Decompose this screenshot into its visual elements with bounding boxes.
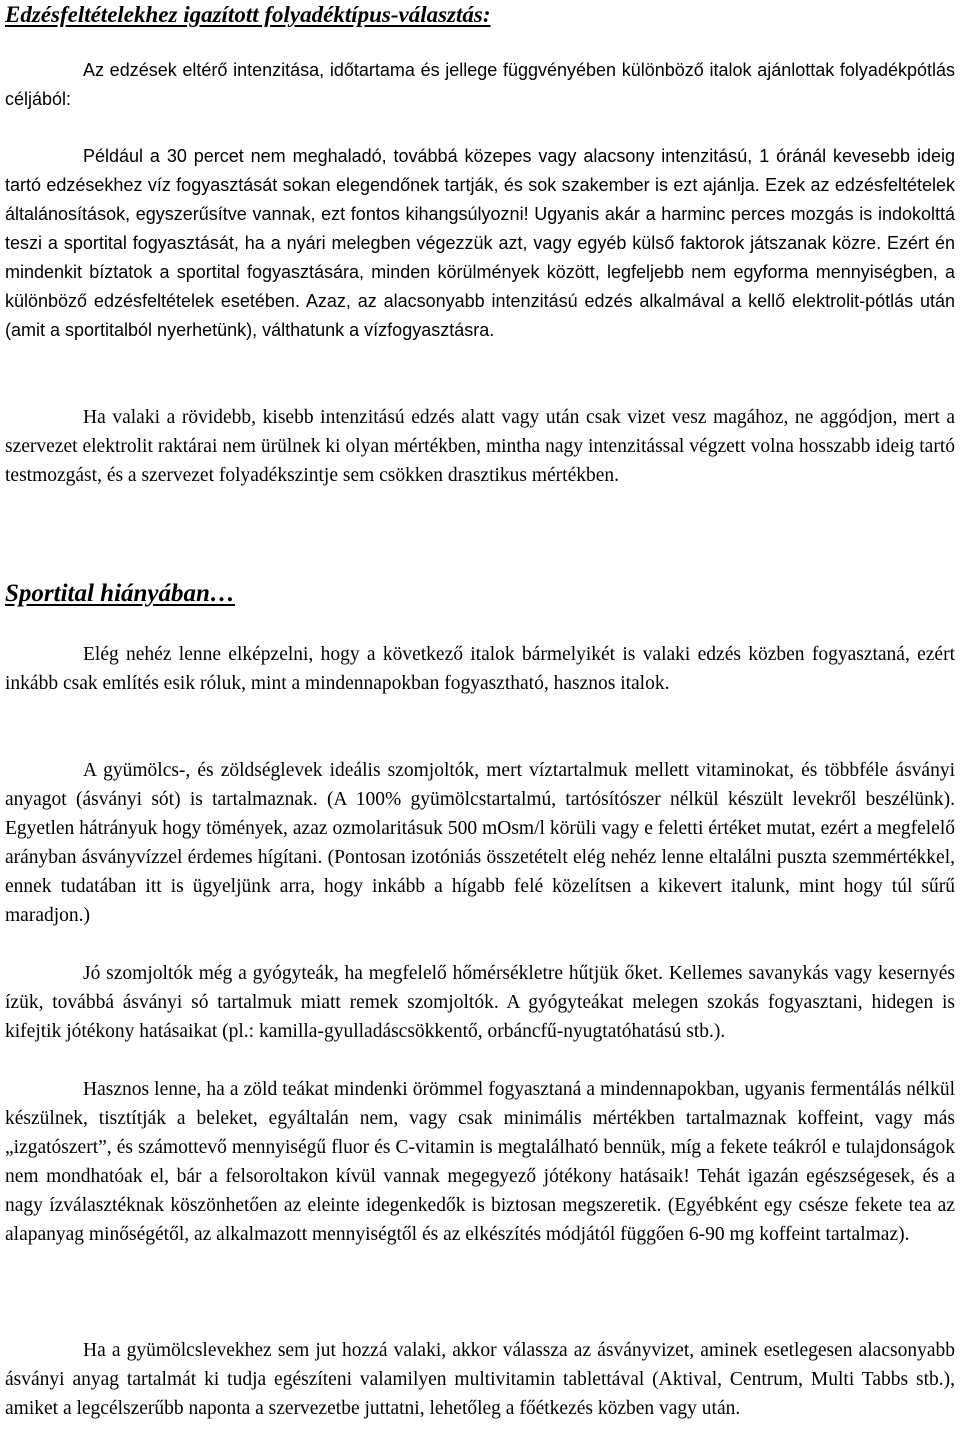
section-heading-fluid-choice: Edzésfeltételekhez igazított folyadéktípus-választás:	[5, 2, 491, 27]
paragraph-herbal-teas: Jó szomjoltók még a gyógyteák, ha megfelelő hőmérsékletre hűtjük őket. Kellemes savanykás vagy kesernyés ízük, továbbá ásványi só tartalmuk miatt remek szomjoltók. A gyógyteákat melegen szokás fogyasztani, hidegen is kifejtik jótékony hatásaikat (pl.: kamilla-gyulladáscsökkentő, orbáncfű-nyugtatóhatású stb.).	[5, 963, 955, 1042]
paragraph-juices: A gyümölcs-, és zöldséglevek ideális szomjoltók, mert víztartalmuk mellett vitaminokat, és többféle ásványi anyagot (ásványi sót) is tartalmaznak. (A 100% gyümölcstartalmú, tartósítószer nélkül készült levekről beszélünk). Egyetlen hátrányuk hogy tömények, azaz ozmolaritásuk 500 mOsm/l körüli vagy e feletti értéket mutat, ezért a megfelelő arányban ásványvízzel érdemes hígítani. (Pontosan izotóniás összetételt elég nehéz lenne eltalálni puszta szemmértékkel, ennek tudatában itt is ügyeljünk arra, hogy inkább a hígabb felé közelítsen a kikevert italunk, mint hogy túl sűrű maradjon.)	[5, 760, 955, 926]
paragraph-mineral-water: Ha a gyümölcslevekhez sem jut hozzá valaki, akkor válassza az ásványvizet, aminek esetlegesen alacsonyabb ásványi anyag tartalmát ki tudja egészíteni valamilyen multivitamin tablettával (Aktival, Centrum, Multi Tabbs stb.), amiket a legcélszerűbb naponta a szervezetbe juttatni, lehetőleg a főétkezés közben vagy után.	[5, 1340, 955, 1419]
paragraph-everyday-drinks: Elég nehéz lenne elképzelni, hogy a következő italok bármelyikét is valaki edzés közben fogyasztaná, ezért inkább csak említés esik róluk, mint a mindennapokban fogyasztható, hasznos italok.	[5, 644, 955, 694]
paragraph-intro: Az edzések eltérő intenzitása, időtartama és jellege függvényében különböző italok ajánlottak folyadékpótlás céljából:	[5, 60, 955, 109]
paragraph-green-teas: Hasznos lenne, ha a zöld teákat mindenki örömmel fogyasztaná a mindennapokban, ugyanis fermentálás nélkül készülnek, tisztítják a beleket, egyáltalán nem, vagy csak minimális mértékben tartalmaznak koffeint, vagy más „izgatószert”, és számottevő mennyiségű fluor és C-vitamin is megtalálható bennük, míg a fekete teákról e tulajdonságok nem mondhatóak el, bár a felsoroltakon kívül vannak megegyező jótékony hatásaik! Tehát igazán egészségesek, és a nagy ízválasztéknak köszönhetően az eleinte idegenkedők is biztosan megszeretik. (Egyébként egy csésze fekete tea az alapanyag minőségétől, az alkalmazott mennyiségtől és az elkészítés módjától függően 6-90 mg koffeint tartalmaz).	[5, 1079, 955, 1245]
paragraph-30-minutes: Például a 30 percet nem meghaladó, továbbá közepes vagy alacsony intenzitású, 1 óránál kevesebb ideig tartó edzésekhez víz fogyasztását sokan elegendőnek tartják, és sok szakember is ezt ajánlja. Ezek az edzésfeltételek általánosítások, egyszerűsítve vannak, ezt fontos kihangsúlyozni! Ugyanis akár a harminc perces mozgás is indokolttá teszi a sportital fogyasztását, ha a nyári melegben végezzük azt, vagy egyéb külső faktorok játszanak közre. Ezért én mindenkit bíztatok a sportital fogyasztására, minden körülmények között, legfeljebb nem egyforma mennyiségben, a különböző edzésfeltételek esetében. Azaz, az alacsonyabb intenzitású edzés alkalmával a kellő elektrolit-pótlás után (amit a sportitalból nyerhetünk), válthatunk a vízfogyasztásra.	[5, 146, 955, 340]
section-heading-no-sports-drink: Sportital hiányában…	[5, 580, 235, 607]
paragraph-short-workout: Ha valaki a rövidebb, kisebb intenzitású edzés alatt vagy után csak vizet vesz magához, ne aggódjon, mert a szervezet elektrolit raktárai nem ürülnek ki olyan mértékben, mintha nagy intenzitással végzett volna hosszabb ideig tartó testmozgást, és a szervezet folyadékszintje sem csökken drasztikus mértékben.	[5, 407, 955, 486]
